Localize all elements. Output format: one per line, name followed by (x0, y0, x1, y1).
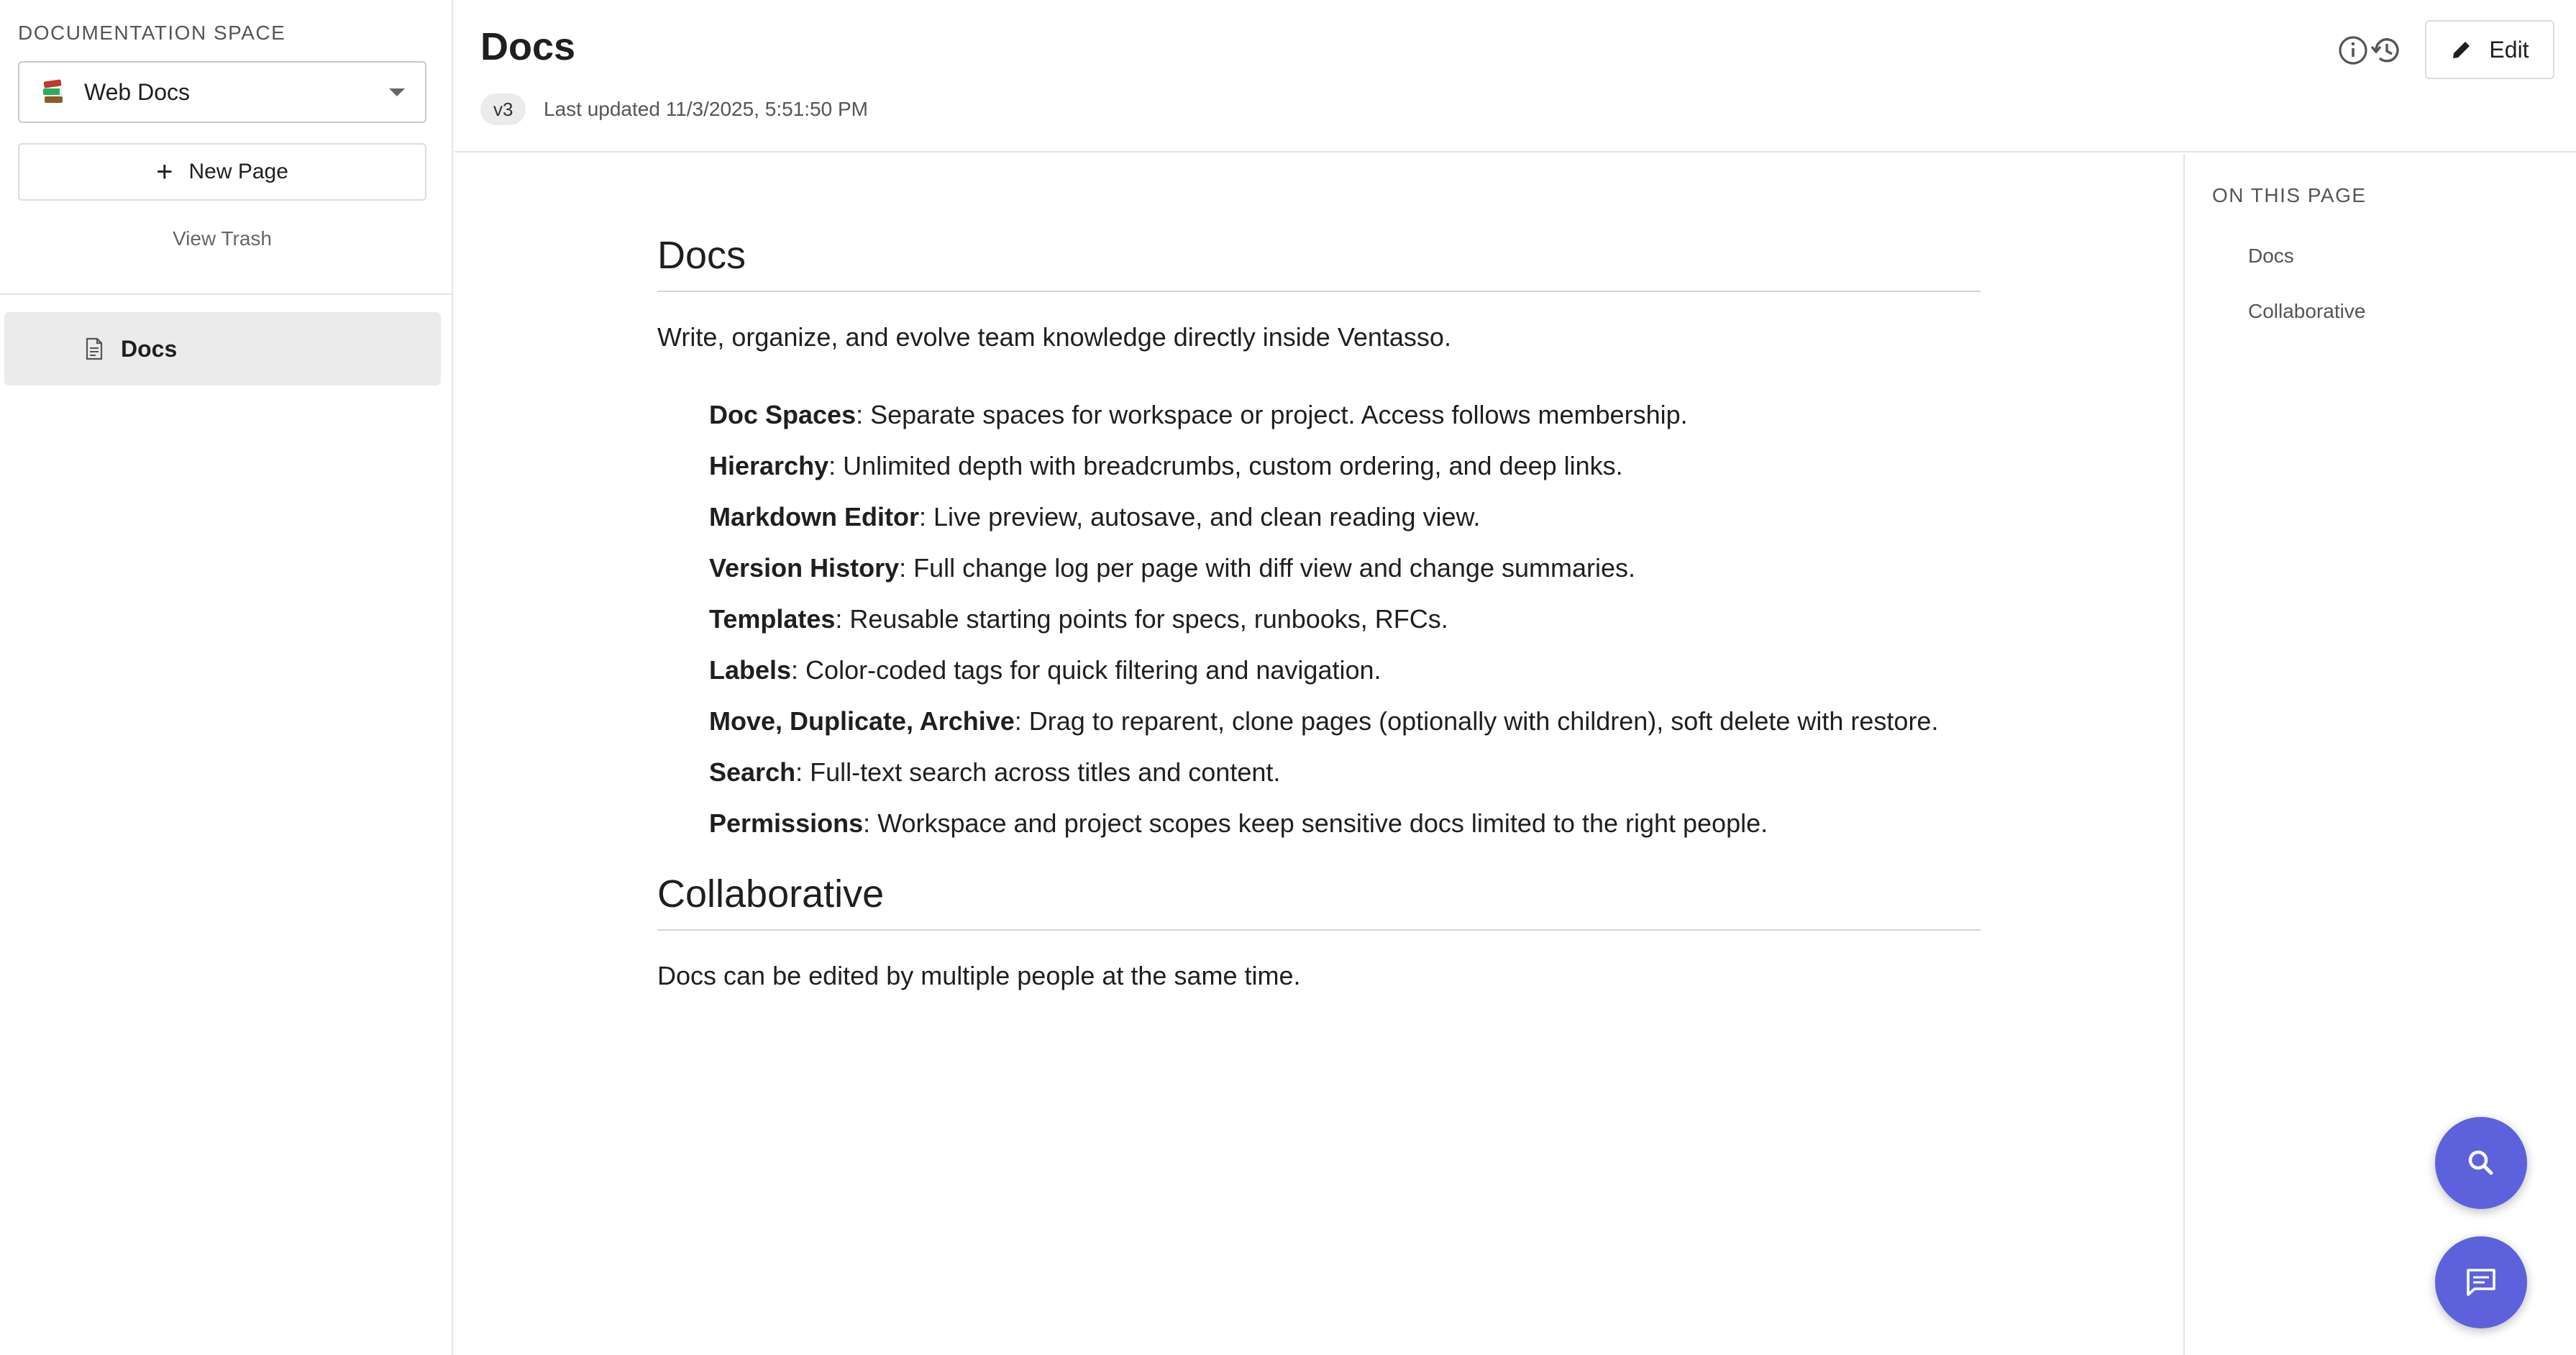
feature-term: Version History (709, 552, 900, 583)
list-item (709, 644, 1981, 695)
feature-term: Move, Duplicate, Archive (709, 706, 1015, 736)
list-item (709, 389, 1981, 440)
sidebar (0, 0, 453, 1355)
feature-desc: : Workspace and project scopes keep sensitive docs limited to the right people. (863, 808, 1768, 838)
list-item (709, 440, 1981, 491)
feature-term: Templates (709, 603, 836, 634)
toc-link-docs[interactable]: Docs (2248, 245, 2294, 267)
new-page-label: New Page (188, 160, 288, 183)
books-icon (40, 78, 68, 106)
list-item (709, 542, 1981, 593)
tree-item-label: Docs (121, 335, 178, 362)
search-icon (2463, 1145, 2499, 1181)
search-fab[interactable] (2435, 1117, 2527, 1209)
version-badge[interactable]: v3 (480, 93, 526, 125)
feature-desc: : Unlimited depth with breadcrumbs, custom ordering, and deep links. (828, 450, 1623, 480)
feature-desc: : Reusable starting points for specs, runbooks, RFCs. (835, 603, 1448, 634)
toc-link-collaborative[interactable]: Collaborative (2248, 300, 2366, 322)
edit-button[interactable] (2425, 20, 2554, 79)
document-icon (85, 337, 104, 360)
list-item (709, 695, 1981, 747)
feature-desc: : Color-coded tags for quick filtering and navigation. (791, 654, 1381, 685)
last-updated: Last updated 11/3/2025, 5:51:50 PM (544, 98, 868, 120)
feature-term: Markdown Editor (709, 501, 920, 531)
feature-term: Search (709, 757, 796, 787)
feature-desc: : Drag to reparent, clone pages (optionally with children), soft delete with restore. (1014, 706, 1939, 736)
tree-item-docs[interactable] (4, 312, 441, 385)
doc-intro: Write, organize, and evolve team knowledge directly inside Ventasso. (657, 322, 1451, 352)
list-item (709, 747, 1981, 798)
feature-term: Labels (709, 654, 792, 685)
feature-desc: : Full-text search across titles and content. (795, 757, 1281, 787)
feature-term: Permissions (709, 808, 864, 838)
chevron-down-icon (389, 88, 405, 96)
toc-heading: ON THIS PAGE (2212, 184, 2367, 206)
history-icon[interactable] (2369, 33, 2403, 68)
sidebar-divider (0, 293, 453, 295)
pencil-icon (2450, 38, 2473, 61)
feature-desc: : Separate spaces for workspace or project. Access follows membership. (856, 399, 1688, 429)
feature-desc: : Full change log per page with diff view and change summaries. (899, 552, 1636, 583)
new-page-button[interactable] (18, 143, 426, 201)
page-title: Docs (480, 25, 576, 68)
feature-term: Doc Spaces (709, 399, 857, 429)
page-header (455, 0, 2576, 152)
document-area (455, 154, 2182, 1355)
feature-desc: : Live preview, autosave, and clean reading view. (919, 501, 1481, 531)
space-name: Web Docs (84, 78, 191, 105)
info-icon[interactable] (2336, 33, 2370, 68)
feature-list (709, 389, 1981, 849)
document-body (657, 233, 1981, 993)
list-item (709, 593, 1981, 644)
chat-icon (2463, 1264, 2499, 1300)
list-item (709, 798, 1981, 849)
feature-term: Hierarchy (709, 450, 829, 480)
doc-outro: Docs can be edited by multiple people at the same time. (657, 960, 1301, 990)
edit-label: Edit (2489, 36, 2529, 63)
space-selector[interactable] (18, 61, 426, 123)
list-item (709, 491, 1981, 542)
doc-heading-collaborative: Collaborative (657, 872, 1981, 931)
plus-icon: + (156, 156, 173, 188)
chat-fab[interactable] (2435, 1236, 2527, 1328)
space-heading: DOCUMENTATION SPACE (18, 22, 286, 44)
view-trash-link[interactable]: View Trash (173, 227, 272, 250)
doc-heading-docs: Docs (657, 233, 1981, 292)
